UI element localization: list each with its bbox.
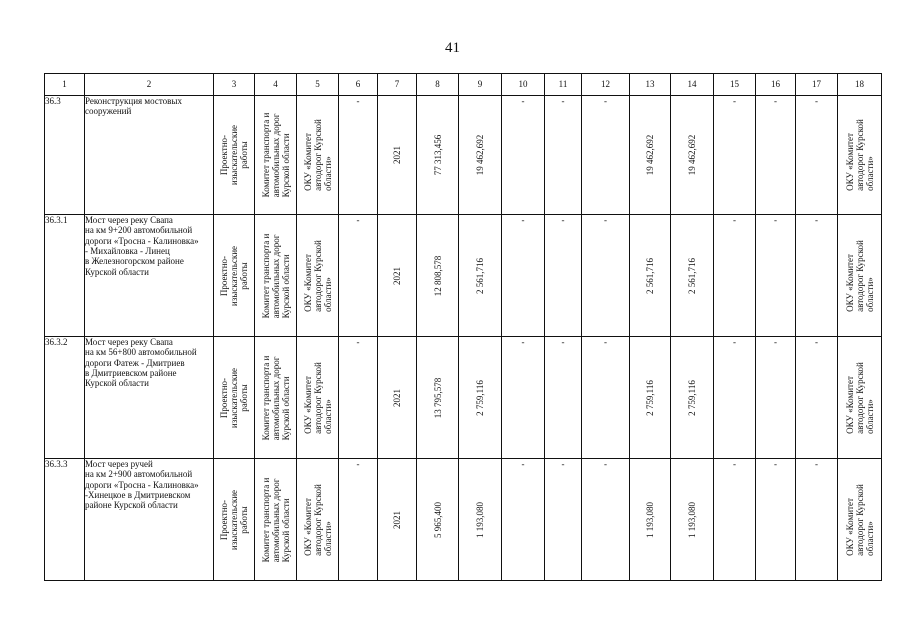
executor-final: ОКУ «Комитет автодорог Курской области» xyxy=(844,483,875,556)
amount-value: 2 759,116 xyxy=(474,379,485,416)
cell-14 xyxy=(671,337,714,459)
work-type: Проектно- изыскательские работы xyxy=(218,367,250,428)
agency-cell xyxy=(255,96,297,215)
work-type-cell xyxy=(214,215,255,337)
cell-15: - xyxy=(714,459,756,581)
amount-value: 2 759,116 xyxy=(644,379,655,416)
object-name: Реконструкция мостовых сооружений xyxy=(85,96,214,215)
row-number: 36.3 xyxy=(45,96,85,215)
cell-6: - xyxy=(339,337,378,459)
table-row xyxy=(45,337,882,459)
header-cell: 6 xyxy=(339,74,378,96)
amount-value: 2 561,716 xyxy=(644,257,655,294)
cell-12: - xyxy=(582,337,630,459)
amount-value: 19 462,692 xyxy=(644,134,655,176)
year: 2021 xyxy=(391,266,402,285)
cell-7 xyxy=(378,215,417,337)
cell-17: - xyxy=(796,337,838,459)
header-cell: 3 xyxy=(214,74,255,96)
year: 2021 xyxy=(391,146,402,164)
year: 2021 xyxy=(391,388,402,407)
header-cell: 13 xyxy=(630,74,671,96)
header-cell: 17 xyxy=(796,74,838,96)
header-cell: 2 xyxy=(85,74,214,96)
table-row xyxy=(45,459,882,581)
object-name: Мост через реку Свапа на км 56+800 автомобильной дороги Фатеж - Дмитриев в Дмитриевском районе Курской области xyxy=(85,337,214,459)
cell-16: - xyxy=(756,337,796,459)
amount-value: 1 193,080 xyxy=(644,501,655,538)
cell-15: - xyxy=(714,96,756,215)
cell-13 xyxy=(630,96,671,215)
cell-9 xyxy=(459,96,502,215)
work-type: Проектно- изыскательские работы xyxy=(218,124,250,186)
executor-final: ОКУ «Комитет автодорог Курской области» xyxy=(844,239,875,312)
cell-17: - xyxy=(796,96,838,215)
header-row xyxy=(45,74,882,96)
cell-14 xyxy=(671,96,714,215)
agency-cell xyxy=(255,459,297,581)
agency-cell xyxy=(255,215,297,337)
total-cost: 12 808,578 xyxy=(432,255,443,296)
total-cost: 13 795,578 xyxy=(432,377,443,418)
cell-13 xyxy=(630,215,671,337)
cell-9 xyxy=(459,215,502,337)
header-cell: 16 xyxy=(756,74,796,96)
cell-7 xyxy=(378,337,417,459)
amount-value: 1 193,080 xyxy=(474,501,485,538)
work-type-cell xyxy=(214,337,255,459)
cell-17: - xyxy=(796,459,838,581)
cell-6: - xyxy=(339,215,378,337)
header-cell: 4 xyxy=(255,74,297,96)
header-cell: 15 xyxy=(714,74,756,96)
cell-16: - xyxy=(756,215,796,337)
cell-10: - xyxy=(502,337,545,459)
cell-8 xyxy=(417,215,459,337)
cell-13 xyxy=(630,337,671,459)
header-cell: 5 xyxy=(297,74,339,96)
cell-18 xyxy=(838,96,882,215)
row-number: 36.3.2 xyxy=(45,337,85,459)
cell-9 xyxy=(459,337,502,459)
agency-cell xyxy=(255,337,297,459)
amount-value: 2 561,716 xyxy=(474,257,485,294)
cell-7 xyxy=(378,96,417,215)
total-cost: 77 313,456 xyxy=(432,134,443,176)
amount-value: 19 462,692 xyxy=(686,134,697,176)
header-cell: 14 xyxy=(671,74,714,96)
cell-16: - xyxy=(756,96,796,215)
work-type: Проектно- изыскательские работы xyxy=(218,245,250,306)
cell-6: - xyxy=(339,459,378,581)
cell-11: - xyxy=(545,215,582,337)
executor-cell xyxy=(297,96,339,215)
header-cell: 18 xyxy=(838,74,882,96)
object-name: Мост через реку Свапа на км 9+200 автомобильной дороги «Тросна - Калиновка» - Михайловка - Линец в Железногорском районе Курской области xyxy=(85,215,214,337)
cell-9 xyxy=(459,459,502,581)
cell-10: - xyxy=(502,96,545,215)
cell-15: - xyxy=(714,215,756,337)
cell-14 xyxy=(671,215,714,337)
executor: ОКУ «Комитет автодорог Курской области» xyxy=(302,361,333,434)
row-number: 36.3.1 xyxy=(45,215,85,337)
responsible-agency: Комитет транспорта и автомобильных дорог Курской области xyxy=(260,477,291,562)
table-row xyxy=(45,96,882,215)
cell-6: - xyxy=(339,96,378,215)
header-cell: 9 xyxy=(459,74,502,96)
cell-17: - xyxy=(796,215,838,337)
work-type-cell xyxy=(214,459,255,581)
cell-10: - xyxy=(502,215,545,337)
executor-cell xyxy=(297,337,339,459)
cell-12: - xyxy=(582,215,630,337)
amount-value: 19 462,692 xyxy=(474,134,485,176)
page-number: 41 xyxy=(445,40,460,56)
cell-12: - xyxy=(582,96,630,215)
header-cell: 1 xyxy=(45,74,85,96)
cell-8 xyxy=(417,337,459,459)
executor-final: ОКУ «Комитет автодорог Курской области» xyxy=(844,361,875,434)
cell-8 xyxy=(417,96,459,215)
executor: ОКУ «Комитет автодорог Курской области» xyxy=(302,239,333,312)
responsible-agency: Комитет транспорта и автомобильных дорог Курской области xyxy=(260,112,291,198)
cell-15: - xyxy=(714,337,756,459)
cell-10: - xyxy=(502,459,545,581)
header-cell: 10 xyxy=(502,74,545,96)
year: 2021 xyxy=(391,510,402,529)
object-name: Мост через ручей на км 2+900 автомобильной дороги «Тросна - Калиновка» -Хинецкое в Дмитриевском районе Курской области xyxy=(85,459,214,581)
cell-8 xyxy=(417,459,459,581)
cell-18 xyxy=(838,337,882,459)
header-cell: 12 xyxy=(582,74,630,96)
executor-final: ОКУ «Комитет автодорог Курской области» xyxy=(844,119,875,191)
program-table xyxy=(44,73,882,581)
header-cell: 8 xyxy=(417,74,459,96)
cell-11: - xyxy=(545,337,582,459)
cell-12: - xyxy=(582,459,630,581)
work-type: Проектно- изыскательские работы xyxy=(218,489,250,550)
amount-value: 1 193,080 xyxy=(686,501,697,538)
responsible-agency: Комитет транспорта и автомобильных дорог Курской области xyxy=(260,355,291,440)
work-type-cell xyxy=(214,96,255,215)
header-cell: 7 xyxy=(378,74,417,96)
executor: ОКУ «Комитет автодорог Курской области» xyxy=(302,483,333,556)
total-cost: 5 965,400 xyxy=(432,501,443,538)
cell-16: - xyxy=(756,459,796,581)
table-row xyxy=(45,215,882,337)
cell-14 xyxy=(671,459,714,581)
executor-cell xyxy=(297,215,339,337)
cell-13 xyxy=(630,459,671,581)
executor: ОКУ «Комитет автодорог Курской области» xyxy=(302,119,333,191)
amount-value: 2 759,116 xyxy=(686,379,697,416)
cell-11: - xyxy=(545,459,582,581)
cell-7 xyxy=(378,459,417,581)
row-number: 36.3.3 xyxy=(45,459,85,581)
responsible-agency: Комитет транспорта и автомобильных дорог Курской области xyxy=(260,233,291,318)
cell-18 xyxy=(838,215,882,337)
cell-18 xyxy=(838,459,882,581)
header-cell: 11 xyxy=(545,74,582,96)
executor-cell xyxy=(297,459,339,581)
cell-11: - xyxy=(545,96,582,215)
amount-value: 2 561,716 xyxy=(686,257,697,294)
